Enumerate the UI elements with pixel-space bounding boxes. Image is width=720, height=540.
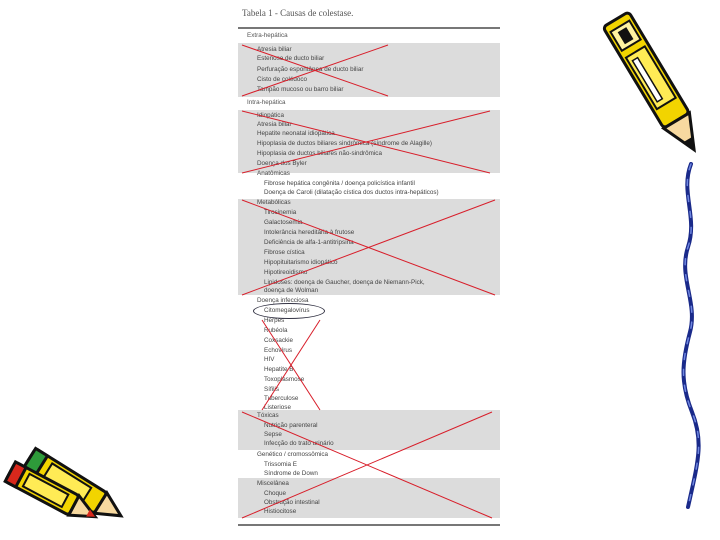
list-item: Cisto de colédoco — [257, 76, 308, 83]
section-intra-hepatic: Intra-hepática — [247, 99, 286, 106]
list-item: Fibrose cística — [264, 249, 305, 256]
list-item: Infecção do trato urinário — [264, 440, 334, 447]
list-item: Deficiência de alfa-1-antitripsina — [264, 239, 354, 246]
list-item: doença de Wolman — [264, 287, 319, 294]
list-item: Estenose de ducto biliar — [257, 55, 325, 62]
list-item: Perfuração espontânea de ducto biliar — [257, 66, 364, 73]
table-title: Tabela 1 - Causas de colestase. — [242, 8, 354, 18]
list-item: Nutrição parenteral — [264, 422, 318, 429]
list-item: Rubéola — [264, 327, 288, 334]
list-item: Atresia biliar — [257, 46, 292, 53]
list-item: Tóxicas — [257, 412, 279, 419]
list-item: Metabólicas — [257, 199, 291, 206]
list-item: Hipoplasia de ductos biliares sindrômica (síndrome de Alagille) — [257, 140, 432, 147]
list-item: Doença infecciosa — [257, 297, 309, 304]
list-item: Doença de Caroli (dilatação cística dos ductos intra-hepáticos) — [264, 189, 439, 196]
list-item: Intolerância hereditária à frutose — [264, 229, 355, 236]
list-item: Trissomia E — [264, 461, 298, 468]
list-item: HIV — [264, 356, 275, 363]
list-item: Idiopática — [257, 112, 284, 119]
list-item: Histiocitose — [264, 508, 297, 515]
list-item: Listeriose — [264, 404, 291, 411]
list-item: Hipopituitarismo idiopático — [264, 259, 338, 266]
list-item: Síndrome de Down — [264, 470, 318, 477]
list-item: Genético / cromossômica — [257, 451, 329, 458]
list-item: Miscelânea — [257, 480, 289, 487]
list-item: Sífilis — [264, 386, 280, 393]
list-item: Doença dos Byler — [257, 160, 307, 167]
list-item: Toxoplasmose — [264, 376, 305, 383]
list-item: Tirosinemia — [264, 209, 297, 216]
list-item: Tampão mucoso ou barro biliar — [257, 86, 344, 93]
list-item: Galactosemia — [264, 219, 303, 226]
pencil-icon-large — [594, 2, 720, 174]
list-item: Anatômicas — [257, 170, 290, 177]
list-item: Atresia biliar — [257, 121, 292, 128]
list-item: Echovírus — [264, 347, 292, 354]
list-item: Hipotireoidismo — [264, 269, 308, 276]
list-item: Choque — [264, 490, 287, 497]
list-item: Lipidoses: doença de Gaucher, doença de Niemann-Pick, — [264, 279, 425, 286]
list-item: Tuberculose — [264, 395, 299, 402]
section-extra-hepatic: Extra-hepática — [247, 32, 288, 39]
wavy-line-icon — [676, 162, 706, 512]
list-item: Hepatite B — [264, 366, 294, 373]
list-item: Hipoplasia de ductos biliares não-sindrômica — [257, 150, 382, 157]
list-item: Citomegalovírus — [264, 307, 310, 314]
list-item: Hepatite neonatal idiopática — [257, 130, 335, 137]
list-item: Coxsackie — [264, 337, 294, 344]
list-item: Herpes — [264, 317, 285, 324]
list-item: Fibrose hepática congênita / doença policística infantil — [264, 180, 415, 187]
list-item: Sepse — [264, 431, 282, 438]
list-item: Obstrução intestinal — [264, 499, 320, 506]
pencil-icon-small-right — [0, 456, 108, 536]
